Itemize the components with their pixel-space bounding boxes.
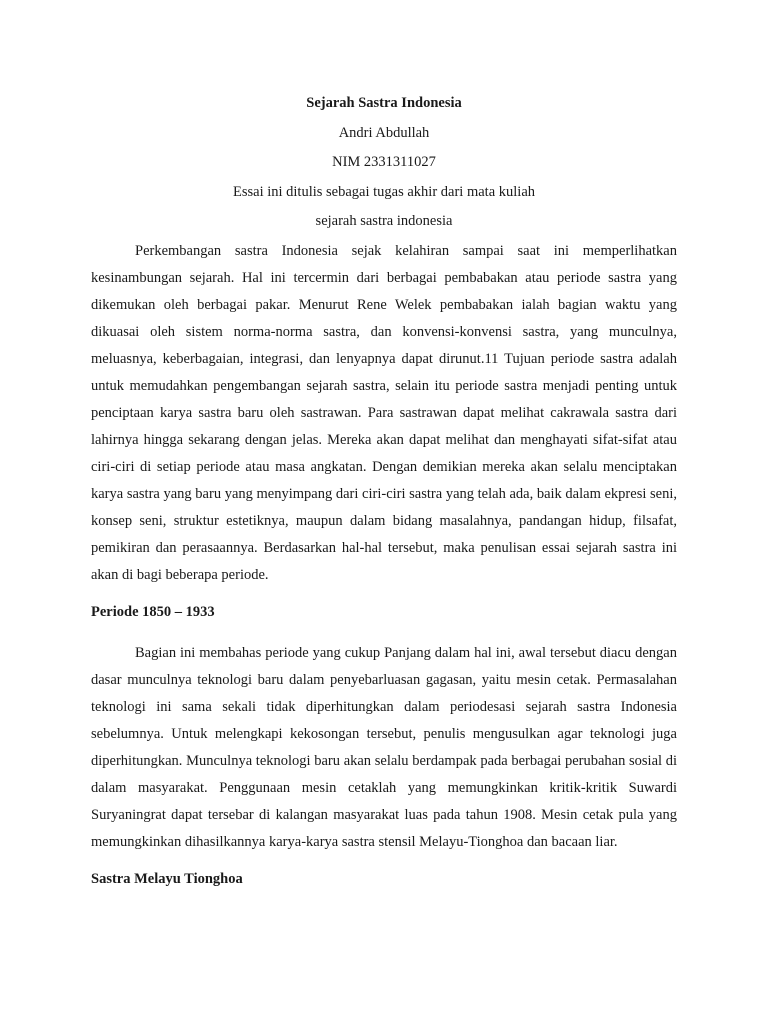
spacer	[91, 856, 677, 866]
author-name: Andri Abdullah	[338, 124, 430, 141]
section-heading-sastra-melayu-tionghoa: Sastra Melayu Tionghoa	[91, 870, 243, 887]
intro-paragraph: Perkembangan sastra Indonesia sejak kelahiran sampai saat ini memperlihatkan kesinambungan sejarah. Hal ini tercermin dari berbagai pembabakan atau periode sastra yang dikemukan oleh berbagai pakar. Menurut Rene Welek pembabakan ialah bagian waktu yang dikuasai oleh sistem norma-norma sastra, dan konvensi-konvensi sastra, yang munculnya, meluasnya, keberbagaian, integrasi, dan lenyapnya dapat dirunut.11 Tujuan periode sastra adalah untuk memudahkan pengembangan sejarah sastra, selain itu periode sastra menjadi penting untuk penciptaan karya sastra baru oleh sastrawan. Para sastrawan dapat melihat cakrawala sastra dari lahirnya hingga sekarang dengan jelas. Mereka akan dapat melihat dan menghayati sifat-sifat atau ciri-ciri di setiap periode atau masa angkatan. Dengan demikian mereka akan selalu menciptakan karya sastra yang baru yang menyimpang dari ciri-ciri sastra yang telah ada, baik dalam ekpresi seni, konsep seni, struktur estetiknya, maupun dalam bidang masalahnya, pandangan hidup, filsafat, pemikiran dan perasaannya. Berdasarkan hal-hal tersebut, maka penulisan essai sejarah sastra ini akan di bagi beberapa periode.	[91, 242, 677, 583]
section-periode-paragraph: Bagian ini membahas periode yang cukup Panjang dalam hal ini, awal tersebut diacu dengan dasar munculnya teknologi baru dalam penyebarluasan gagasan, yaitu mesin cetak. Permasalahan teknologi ini sama sekali tidak diperhitungkan dalam periodesasi sejarah sastra Indonesia sebelumnya. Untuk melengkapi kekosongan tersebut, penulis mengusulkan agar teknologi juga diperhitungkan. Munculnya teknologi baru akan selalu berdampak pada berbagai perubahan sosial di dalam masyarakat. Penggunaan mesin cetaklah yang memungkinkan kritik-kritik Suwardi Suryaningrat dapat tersebar di kalangan masyarakat luas pada tahun 1908. Mesin cetak pula yang memungkinkan dihasilkannya karya-karya sastra stensil Melayu-Tionghoa dan bacaan liar.	[91, 644, 677, 850]
document-title: Sejarah Sastra Indonesia	[306, 95, 462, 111]
student-id: NIM 2331311027	[332, 154, 436, 170]
spacer	[91, 626, 677, 640]
essay-purpose-line2: sejarah sastra indonesia	[315, 213, 453, 229]
section-heading-periode-1850-1933: Periode 1850 – 1933	[91, 603, 215, 620]
spacer	[91, 589, 677, 599]
document-content	[91, 90, 677, 893]
essay-purpose-line1: Essai ini ditulis sebagai tugas akhir dari mata kuliah	[232, 183, 535, 200]
